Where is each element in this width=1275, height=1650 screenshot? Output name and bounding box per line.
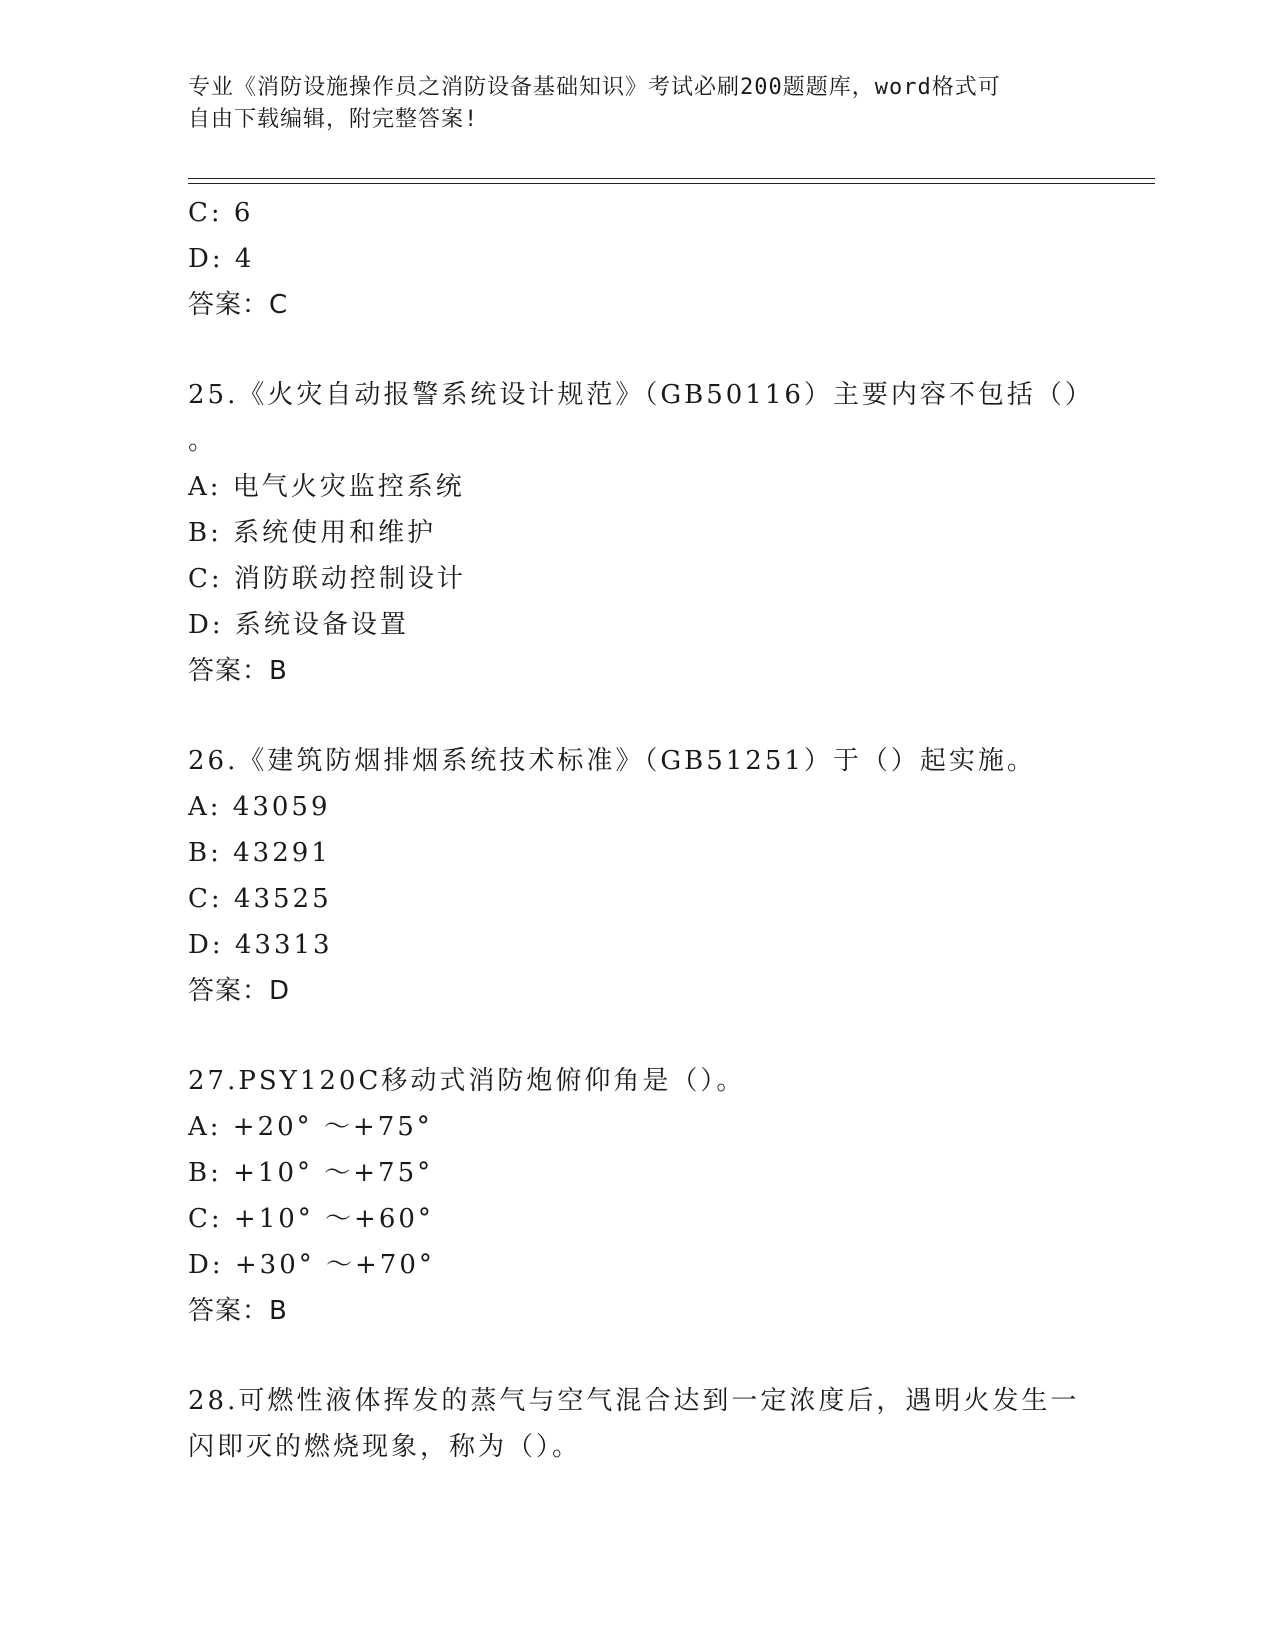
option-b: B: 系统使用和维护: [188, 518, 437, 548]
spacer: [188, 1334, 1088, 1378]
spacer: [188, 694, 1088, 738]
option-d: D: 43313: [188, 930, 333, 960]
question-stem: 28.可燃性液体挥发的蒸气与空气混合达到一定浓度后，遇明火发生一: [188, 1386, 1080, 1416]
header-divider-top: [188, 178, 1155, 179]
option-b: B: 43291: [188, 838, 331, 868]
question-27: [188, 1058, 1088, 1334]
question-28: [188, 1378, 1088, 1470]
question-stem-continuation: 。: [188, 426, 218, 456]
answer-line: 答案：C: [188, 290, 289, 320]
question-stem: 26.《建筑防烟排烟系统技术标准》（GB51251）于（）起实施。: [188, 746, 1036, 776]
question-list: [188, 190, 1094, 1470]
previous-question-tail: [188, 190, 1088, 328]
header-title-line-1: 专业《消防设施操作员之消防设备基础知识》考试必刷200题题库，word格式可: [188, 75, 1001, 100]
option-c: C: 43525: [188, 884, 332, 914]
option-d: D: 4: [188, 244, 255, 274]
question-stem: 27.PSY120C移动式消防炮俯仰角是（）。: [188, 1066, 746, 1096]
answer-line: 答案：D: [188, 976, 291, 1006]
question-stem-continuation: 闪即灭的燃烧现象，称为（）。: [188, 1432, 582, 1462]
option-a: A: +20° ～+75°: [188, 1112, 433, 1142]
option-c: C: 6: [188, 198, 254, 228]
answer-line: 答案：B: [188, 656, 288, 686]
option-d: D: +30° ～+70°: [188, 1250, 435, 1280]
option-a: A: 电气火灾监控系统: [188, 472, 465, 502]
option-b: B: +10° ～+75°: [188, 1158, 434, 1188]
question-25: [188, 372, 1094, 694]
spacer: [188, 1014, 1088, 1058]
option-c: C: +10° ～+60°: [188, 1204, 434, 1234]
spacer: [188, 328, 1088, 372]
answer-line: 答案：B: [188, 1296, 288, 1326]
option-a: A: 43059: [188, 792, 331, 822]
document-header: [188, 72, 1068, 136]
header-divider-bottom: [188, 183, 1155, 184]
header-title-line-2: 自由下载编辑，附完整答案!: [188, 107, 479, 132]
question-26: [188, 738, 1088, 1014]
option-d: D: 系统设备设置: [188, 610, 409, 640]
question-stem: 25.《火灾自动报警系统设计规范》（GB50116）主要内容不包括（）: [188, 380, 1094, 410]
option-c: C: 消防联动控制设计: [188, 564, 466, 594]
